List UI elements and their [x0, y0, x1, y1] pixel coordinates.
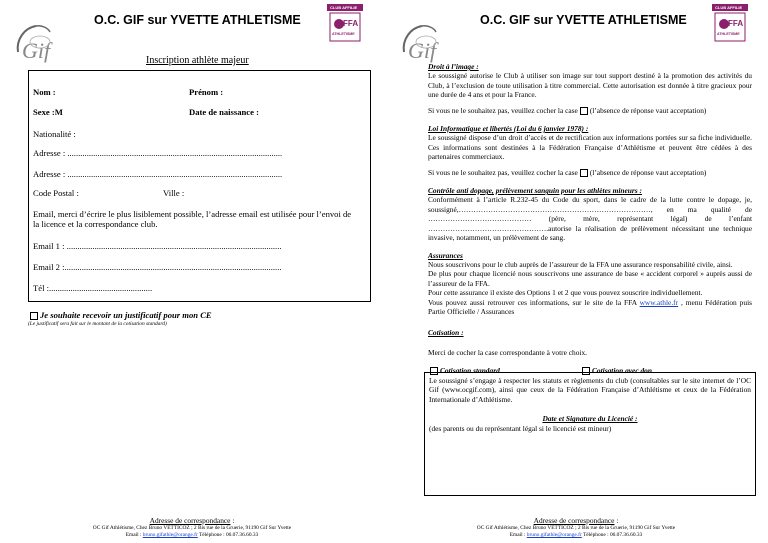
left-footer — [0, 516, 384, 539]
right-corresp-address: OC Gif Athlétisme, Chez Bruno VETTICOZ ; 2 Bis rue de la Gruerie, 91190 Gif Sur Yvette — [476, 525, 676, 532]
info-text: Le soussigné dispose d’un droit d’accès et de rectification aux informations portées sur sa fiche individuelle. Ces informations sont destinées à la Fédération Française d’Athlétisme et peuvent être cédées à des partenaires commerciaux. — [428, 133, 752, 162]
assur-text-1: Nous souscrivons pour le club auprès de l’assureur de la FFA une assurance responsabilité civile, ainsi. — [428, 259, 733, 269]
right-footer — [384, 516, 768, 539]
info-optout-checkbox[interactable] — [580, 169, 588, 177]
droit-title: Droit à l’image : — [428, 62, 479, 71]
right-corresp-colon: : — [614, 516, 619, 525]
label-sexe: Sexe :M — [33, 107, 63, 117]
cotisation-text: Merci de cocher la case correspondante à votre choix. — [428, 347, 588, 357]
assur-title: Assurances — [428, 250, 463, 260]
cotisation-title: Cotisation : — [428, 328, 464, 338]
ffa-text: FFA — [343, 19, 359, 28]
droit-optout-a: Si vous ne le souhaitez pas, veuillez cocher la case — [428, 105, 578, 115]
justificatif-note: (Le justificatif sera fait sur le montant de la cotisation standard) — [28, 321, 167, 327]
info-optout-a: Si vous ne le souhaitez pas, veuillez cocher la case — [428, 167, 578, 177]
droit-text: Le soussigné autorise le Club à utiliser son image sur tout support destiné à la promotion des activités du Club, à l’exclusion de toute utilisation à titre commercial. Cette autorisation est donnée à titre gracieux pour une durée de 4 ans et pour la France. — [428, 71, 752, 100]
svg-text:Gif: Gif — [22, 38, 51, 63]
ffa-sub-right: ATHLETISME — [717, 32, 740, 36]
dopage-text: Conformément à l’article R.232-45 du Code du sport, dans le cadre de la lutte contre le dopage, je, soussigné,……………………………………………………………………, en ma qualité de …………………………………… (père, mère, représentant légal) de l’enfant ………………………………………….autorise la réalisation de prélèvement nécessitant une technique invasive, notamment, un prélèvement de sang. — [428, 195, 752, 243]
right-corresp-email-prefix: Email : — [509, 532, 527, 538]
field-adresse-2[interactable]: Adresse : .................................................................................................... — [33, 169, 283, 179]
assur-ffa-link[interactable]: www.athle.fr — [639, 297, 679, 307]
field-ville[interactable]: Ville : — [163, 188, 185, 198]
left-corresp-phone: Téléphone : 06.07.36.60.33 — [197, 532, 259, 538]
field-email-1[interactable]: Email 1 : .................................................................................................... — [33, 241, 282, 251]
ffa-badge-right — [712, 4, 748, 42]
ffa-club-text: CLUB AFFILIE — [330, 5, 358, 10]
left-corresp-address: OC Gif Athlétisme, Chez Bruno VETTICOZ ; 2 Bis rue de la Gruerie, 91190 Gif Sur Yvette — [92, 525, 292, 532]
ffa-text-right: FFA — [728, 19, 744, 28]
left-corresp-label: Adresse de correspondance — [149, 516, 231, 525]
field-tel[interactable]: Tél :................................................ — [33, 283, 153, 293]
engage-text: Le soussigné s’engage à respecter les statuts et règlements du club (consultables sur le site internet de l’OC Gif (www.ocgif.com), ainsi que ceux de la Fédération Française d’Athlétisme et ceux de la Fédération Internationale d’Athlétisme. — [429, 376, 751, 404]
dopage-title: Contrôle anti dopage, prélèvement sanguin pour les athlètes mineurs : — [428, 186, 642, 196]
justificatif-label: Je souhaite recevoir un justificatif pour mon CE — [40, 310, 212, 320]
left-corresp-email-prefix: Email : — [125, 532, 143, 538]
field-code-postal[interactable]: Code Postal : — [33, 188, 79, 198]
info-optout — [428, 168, 752, 177]
field-email-2[interactable]: Email 2 :..................................................................................................... — [33, 262, 282, 272]
label-prenom: Prénom : — [189, 87, 224, 97]
field-adresse-1[interactable]: Adresse : .................................................................................................... — [33, 148, 283, 158]
assur-text-3: Pour cette assurance il existe des Options 1 et 2 que vous pouvez souscrire individuellement. — [428, 288, 703, 298]
left-header-title: O.C. GIF sur YVETTE ATHLETISME — [94, 13, 301, 27]
left-corresp-colon: : — [230, 516, 235, 525]
droit-optout-checkbox[interactable] — [580, 107, 588, 115]
label-nom: Nom : — [33, 87, 56, 97]
right-corresp-phone: Téléphone : 06.07.36.60.33 — [581, 532, 643, 538]
right-header-title: O.C. GIF sur YVETTE ATHLETISME — [480, 13, 687, 27]
cotisation-don-label: Cotisation avec don — [592, 366, 652, 376]
signature-title: Date et Signature du Licencié : — [542, 414, 638, 424]
assur-text-4a: Vous pouvez aussi retrouver ces informations, sur le site de la FFA — [428, 297, 640, 307]
form-box — [28, 70, 371, 302]
assur-text-2: De plus pour chaque licencié nous souscrivons une assurance de base « accident corporel » auprès aussi de l’assureur de la FFA. — [428, 269, 752, 288]
label-date-naissance: Date de naissance : — [189, 107, 259, 117]
engagement-box — [424, 372, 756, 496]
ffa-sub: ATHLETISME — [332, 32, 355, 36]
droit-optout-b: (l’absence de réponse vaut acceptation) — [589, 105, 707, 115]
form-title: Inscription athlète majeur — [146, 55, 249, 66]
info-optout-b: (l’absence de réponse vaut acceptation) — [589, 167, 707, 177]
justificatif-checkbox[interactable] — [30, 312, 38, 320]
svg-text:Gif: Gif — [408, 38, 437, 63]
droit-optout — [428, 106, 752, 115]
ffa-badge-left — [327, 4, 363, 42]
info-title: Loi Informatique et libertés (Loi du 6 janvier 1978) : — [428, 124, 589, 134]
right-corresp-label: Adresse de correspondance — [533, 516, 615, 525]
left-corresp-email-link[interactable]: bruno.gifathle@orange.fr — [142, 532, 198, 538]
assur-text-4b: , menu Fédération puis Partie Officielle / Assurances — [428, 297, 752, 316]
cotisation-standard-label: Cotisation standard — [440, 366, 500, 376]
assur-text-4 — [428, 298, 752, 317]
gif-logo — [12, 22, 56, 70]
justificatif-option[interactable] — [28, 310, 212, 320]
right-content — [428, 62, 752, 376]
ffa-club-text-right: CLUB AFFILIE — [715, 5, 743, 10]
label-nationalite: Nationalité : — [33, 129, 76, 139]
email-note: Email, merci d’écrire le plus lisiblement possible, l’adresse email est utilisée pour l’envoi de la licence et la correspondance club. — [33, 209, 352, 230]
signature-note: (des parents ou du représentant légal si le licencié est mineur) — [429, 423, 612, 433]
right-corresp-email-link[interactable]: bruno.gifathle@orange.fr — [526, 532, 582, 538]
